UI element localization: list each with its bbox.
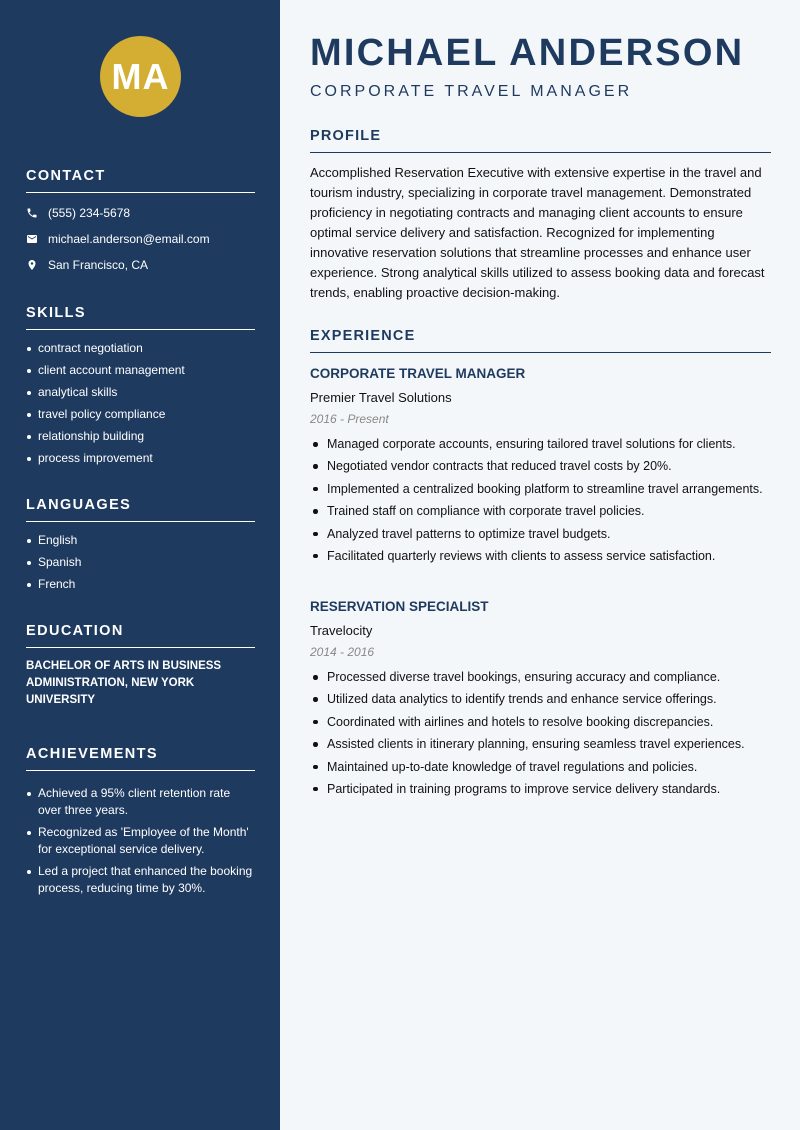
job-bullets <box>310 668 771 798</box>
job-bullet: Participated in training programs to improve service delivery standards. <box>310 780 771 798</box>
education-degree: BACHELOR OF ARTS IN BUSINESS ADMINISTRATION, NEW YORK UNIVERSITY <box>26 660 222 706</box>
job-title: CORPORATE TRAVEL MANAGER <box>310 366 526 381</box>
job-bullet: Trained staff on compliance with corporate travel policies. <box>310 502 771 520</box>
email-icon <box>26 233 48 245</box>
job-bullet: Utilized data analytics to identify trends and enhance service offerings. <box>310 690 771 708</box>
skill-item: client account management <box>26 362 255 379</box>
language-item: Spanish <box>26 554 255 571</box>
job-entry <box>310 366 771 569</box>
job-dates: 2016 - Present <box>310 412 389 426</box>
languages-section <box>26 497 255 598</box>
phone-icon <box>26 207 48 219</box>
contact-email <box>26 226 255 252</box>
avatar: MA <box>100 36 181 117</box>
job-company: Premier Travel Solutions <box>310 390 452 405</box>
skills-list <box>26 340 255 467</box>
achievement-item: Led a project that enhanced the booking process, reducing time by 30%. <box>26 863 255 897</box>
profile-text: Accomplished Reservation Executive with extensive expertise in the travel and tourism industry, specializing in corporate travel management. Demonstrated proficiency in negotiating contracts and managing client accounts to ensure optimal service delivery and satisfaction. Recognized for implementing innovative reservation solutions that streamline processes and enhance user experience. Strong analytical skills utilized to assess booking data and forecast trends, enabling proactive decision-making. <box>310 165 765 300</box>
candidate-name: MICHAEL ANDERSON <box>310 32 745 74</box>
skill-item: process improvement <box>26 450 255 467</box>
phone-text: (555) 234-5678 <box>48 206 131 220</box>
achievement-item: Achieved a 95% client retention rate over three years. <box>26 785 255 819</box>
skill-item: travel policy compliance <box>26 406 255 423</box>
job-company: Travelocity <box>310 623 373 638</box>
achievements-list <box>26 785 255 897</box>
email-text[interactable]: michael.anderson@email.com <box>48 232 210 246</box>
achievement-item: Recognized as 'Employee of the Month' for exceptional service delivery. <box>26 824 255 858</box>
job-bullet: Facilitated quarterly reviews with clients to assess service satisfaction. <box>310 547 771 565</box>
languages-heading: LANGUAGES <box>26 497 255 522</box>
skill-item: analytical skills <box>26 384 255 401</box>
job-dates: 2014 - 2016 <box>310 645 375 659</box>
contact-location <box>26 252 255 278</box>
education-section <box>26 623 255 709</box>
job-bullet: Implemented a centralized booking platform to streamline travel arrangements. <box>310 480 771 498</box>
job-bullets <box>310 435 771 565</box>
language-item: French <box>26 576 255 593</box>
profile-heading: PROFILE <box>310 128 771 153</box>
location-pin-icon <box>26 259 48 271</box>
experience-heading: EXPERIENCE <box>310 328 771 353</box>
skills-section <box>26 305 255 472</box>
achievements-heading: ACHIEVEMENTS <box>26 746 255 771</box>
job-entry <box>310 599 771 802</box>
education-heading: EDUCATION <box>26 623 255 648</box>
sidebar <box>0 0 280 1130</box>
job-bullet: Assisted clients in itinerary planning, ensuring seamless travel experiences. <box>310 735 771 753</box>
contact-heading: CONTACT <box>26 168 255 193</box>
skills-heading: SKILLS <box>26 305 255 330</box>
job-bullet: Analyzed travel patterns to optimize travel budgets. <box>310 525 771 543</box>
candidate-title: CORPORATE TRAVEL MANAGER <box>310 83 633 100</box>
job-bullet: Maintained up-to-date knowledge of travel regulations and policies. <box>310 758 771 776</box>
job-title: RESERVATION SPECIALIST <box>310 599 489 614</box>
contact-phone <box>26 200 255 226</box>
job-bullet: Managed corporate accounts, ensuring tailored travel solutions for clients. <box>310 435 771 453</box>
job-bullet: Processed diverse travel bookings, ensuring accuracy and compliance. <box>310 668 771 686</box>
achievements-section <box>26 746 255 902</box>
language-item: English <box>26 532 255 549</box>
job-bullet: Coordinated with airlines and hotels to resolve booking discrepancies. <box>310 713 771 731</box>
skill-item: relationship building <box>26 428 255 445</box>
languages-list <box>26 532 255 593</box>
contact-section <box>26 168 255 278</box>
job-bullet: Negotiated vendor contracts that reduced travel costs by 20%. <box>310 457 771 475</box>
skill-item: contract negotiation <box>26 340 255 357</box>
location-text: San Francisco, CA <box>48 258 149 272</box>
